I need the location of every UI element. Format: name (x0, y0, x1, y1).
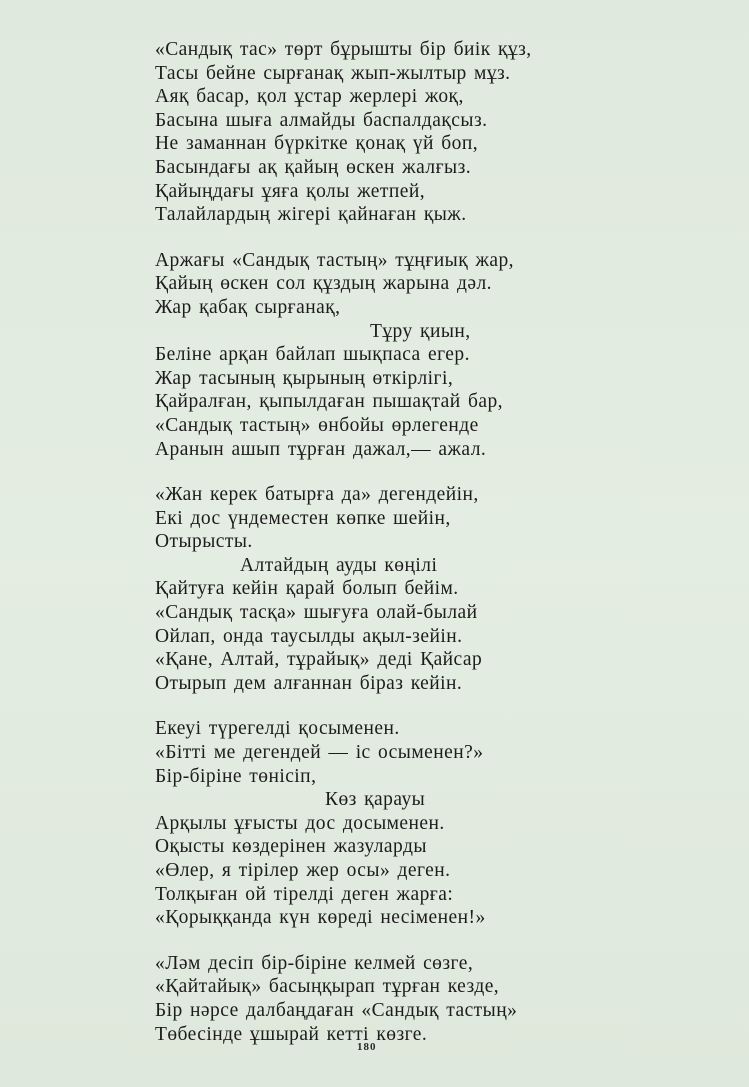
stanza (155, 483, 725, 695)
poem-line: Оқысты көздерінен жазуларды (155, 836, 427, 858)
poem-text (155, 38, 725, 1068)
poem-line: «Өлер, я тірілер жер осы» деген. (155, 860, 451, 881)
poem-line: Беліне арқан байлап шықпаса егер. (155, 344, 470, 366)
poem-line: «Қорыққанда күн көреді несіменен!» (155, 907, 486, 929)
poem-line: «Сандық тастың» өнбойы өрлегенде (155, 414, 479, 436)
poem-line: Алтайдың ауды көңілі (240, 554, 438, 576)
poem-line: Қайыңдағы ұяға қолы жетпей, (155, 180, 426, 202)
poem-line: Қайың өскен сол құздың жарына дәл. (155, 273, 492, 295)
poem-line: Толқыған ой тірелді деген жарға: (155, 883, 454, 905)
poem-line: Талайлардың жігері қайнаған қыж. (155, 204, 467, 226)
stanza (155, 952, 725, 1046)
stanza (155, 249, 725, 461)
poem-line: «Сандық тасқа» шығуға олай-былай (155, 602, 478, 624)
poem-line: Екеуі түрегелді қосыменен. (155, 718, 400, 740)
poem-line: Басындағы ақ қайың өскен жалғыз. (155, 156, 472, 178)
poem-line: Бір нәрсе далбаңдаған «Сандық тастың» (155, 999, 518, 1021)
poem-line: Бір-біріне төнісіп, (155, 765, 317, 787)
page-number: 180 (357, 1041, 377, 1053)
poem-line: «Қане, Алтай, тұрайық» деді Қайсар (155, 649, 483, 671)
stanza (155, 38, 725, 227)
poem-line: «Қайтайық» басыңқырап тұрған кезде, (155, 976, 500, 998)
poem-line: Жар қабақ сырғанақ, (155, 296, 341, 318)
poem-line: Ойлап, онда таусылды ақыл-зейін. (155, 625, 463, 647)
poem-line: Тасы бейне сырғанақ жып-жылтыр мұз. (155, 62, 511, 84)
stanza (155, 717, 725, 929)
poem-line: Төбесінде ұшырай кетті көзге. (155, 1023, 428, 1045)
poem-line: Отырысты. (155, 531, 253, 553)
poem-line: Тұру қиын, (370, 320, 471, 342)
poem-line: Отырып дем алғаннан біраз кейін. (155, 672, 463, 694)
poem-line: Жар тасының қырының өткірлігі, (155, 367, 454, 389)
poem-line: Қайралған, қыпылдаған пышақтай бар, (155, 391, 503, 413)
poem-line: «Бітті ме дегендей — іс осыменен?» (155, 742, 484, 764)
poem-line: «Жан керек батырға да» дегендейін, (155, 484, 479, 506)
poem-line: Екі дос үндеместен көпке шейін, (155, 507, 451, 529)
poem-line: Аяқ басар, қол ұстар жерлері жоқ, (155, 86, 464, 108)
poem-line: «Ләм десіп бір-біріне келмей сөзге, (155, 952, 474, 974)
poem-line: Аржағы «Сандық тастың» тұңғиық жар, (155, 249, 515, 271)
poem-line: Көз қарауы (325, 789, 426, 811)
poem-line: Басына шыға алмайды баспалдақсыз. (155, 109, 488, 131)
poem-line: Не заманнан бүркітке қонақ үй боп, (155, 133, 479, 155)
poem-line: Аранын ашып тұрған дажал,— ажал. (155, 438, 487, 460)
poem-line: Арқылы ұғысты дос досыменен. (155, 812, 445, 834)
poem-line: «Сандық тас» төрт бұрышты бір биік құз, (155, 39, 532, 60)
poem-line: Қайтуға кейін қарай болып бейім. (155, 578, 459, 600)
